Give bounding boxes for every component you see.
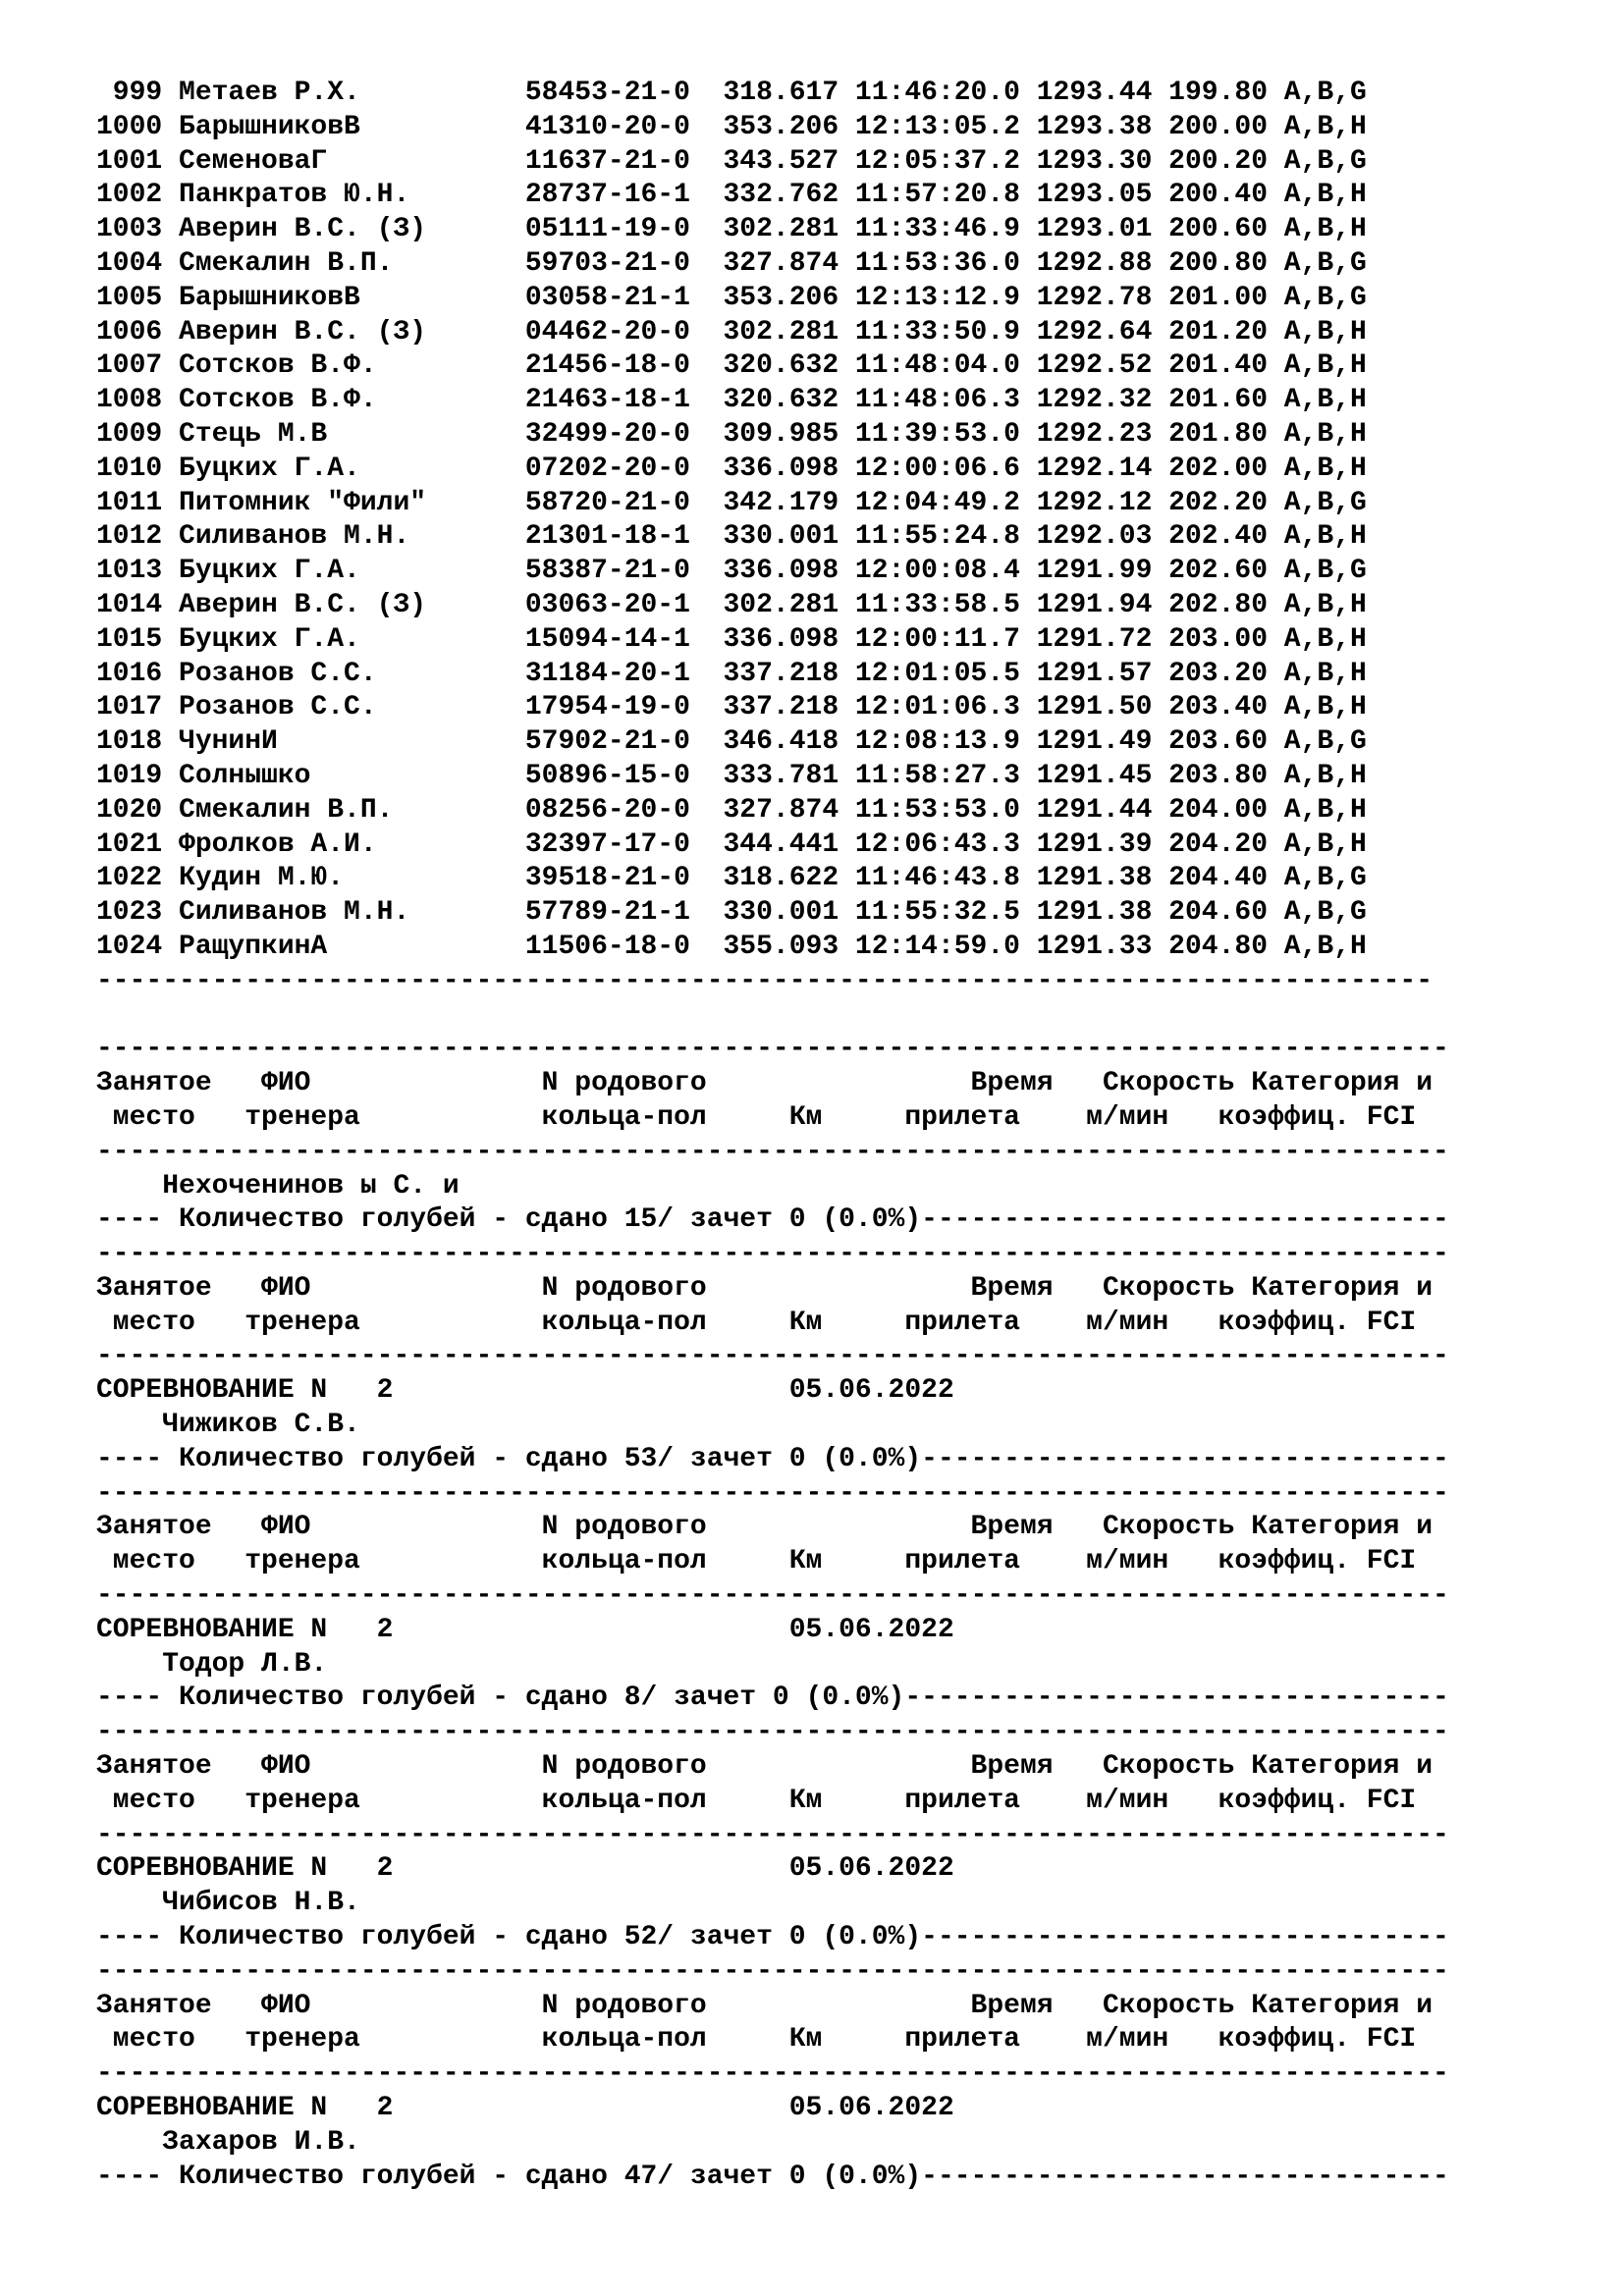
result-row: 1007 Сотсков В.Ф. 21456-18-0 320.632 11:48:04.0 1292.52 201.40 A,B,H — [96, 350, 1367, 382]
separator-line: ---------------------------------------------------------------------------------- — [96, 1034, 1449, 1065]
trainer-name: Чижиков С.В. — [96, 1410, 360, 1441]
column-header: Занятое ФИО N родового Время Скорость Категория и — [96, 1990, 1434, 2021]
separator-line: ---------------------------------------------------------------------------------- — [96, 1580, 1449, 1612]
result-row: 1006 Аверин В.С. (З) 04462-20-0 302.281 11:33:50.9 1292.64 201.20 A,B,H — [96, 316, 1367, 347]
trainer-name: Чибисов Н.В. — [96, 1888, 360, 1919]
separator-line: ---------------------------------------------------------------------------------- — [96, 1341, 1449, 1372]
result-row: 1005 БарышниковВ 03058-21-1 353.206 12:13:12.9 1292.78 201.00 A,B,G — [96, 282, 1367, 313]
column-header: Занятое ФИО N родового Время Скорость Категория и — [96, 1751, 1434, 1783]
result-row: 1004 Смекалин В.П. 59703-21-0 327.874 11:53:36.0 1292.88 200.80 A,B,G — [96, 247, 1367, 279]
column-header: место тренера кольца-пол Км прилета м/мин коэффиц. FCI — [96, 1785, 1417, 1816]
column-header: место тренера кольца-пол Км прилета м/мин коэффиц. FCI — [96, 1101, 1417, 1133]
result-row: 1001 СеменоваГ 11637-21-0 343.527 12:05:37.2 1293.30 200.20 A,B,G — [96, 145, 1367, 177]
result-row: 1022 Кудин М.Ю. 39518-21-0 318.622 11:46:43.8 1291.38 204.40 A,B,G — [96, 863, 1367, 894]
result-row: 1013 Буцких Г.А. 58387-21-0 336.098 12:00:08.4 1291.99 202.60 A,B,G — [96, 556, 1367, 587]
result-row: 1008 Сотсков В.Ф. 21463-18-1 320.632 11:48:06.3 1292.32 201.60 A,B,H — [96, 385, 1367, 416]
trainer-name: Тодор Л.В. — [96, 1648, 328, 1680]
competition-heading: СОРЕВНОВАНИЕ N 2 05.06.2022 — [96, 1375, 954, 1407]
pigeon-count-summary: ---- Количество голубей - сдано 8/ зачет 0 (0.0%)--------------------------------- — [96, 1682, 1449, 1714]
pigeon-count-summary: ---- Количество голубей - сдано 52/ зачет 0 (0.0%)-------------------------------- — [96, 1922, 1449, 1953]
separator-line: ---------------------------------------------------------------------------------- — [96, 1136, 1449, 1167]
result-row: 1024 РащупкинА 11506-18-0 355.093 12:14:59.0 1291.33 204.80 A,B,H — [96, 931, 1367, 962]
result-row: 1012 Силиванов М.Н. 21301-18-1 330.001 11:55:24.8 1292.03 202.40 A,B,H — [96, 521, 1367, 553]
trainer-name: Нехоченинов ы С. и — [96, 1170, 460, 1201]
separator-line: ---------------------------------------------------------------------------------- — [96, 2058, 1449, 2090]
competition-heading: СОРЕВНОВАНИЕ N 2 05.06.2022 — [96, 1614, 954, 1645]
column-header: Занятое ФИО N родового Время Скорость Категория и — [96, 1512, 1434, 1543]
result-row: 1021 Фролков А.И. 32397-17-0 344.441 12:06:43.3 1291.39 204.20 A,B,H — [96, 828, 1367, 860]
column-header: Занятое ФИО N родового Время Скорость Категория и — [96, 1272, 1434, 1304]
result-row: 1002 Панкратов Ю.Н. 28737-16-1 332.762 11:57:20.8 1293.05 200.40 A,B,H — [96, 180, 1367, 211]
column-header: место тренера кольца-пол Км прилета м/мин коэффиц. FCI — [96, 2024, 1417, 2056]
pigeon-count-summary: ---- Количество голубей - сдано 47/ зачет 0 (0.0%)-------------------------------- — [96, 2161, 1449, 2192]
result-row: 1018 ЧунинИ 57902-21-0 346.418 12:08:13.9 1291.49 203.60 A,B,G — [96, 726, 1367, 758]
result-row: 1014 Аверин В.С. (З) 03063-20-1 302.281 11:33:58.5 1291.94 202.80 A,B,H — [96, 589, 1367, 620]
separator-line: ---------------------------------------------------------------------------------- — [96, 1477, 1449, 1509]
result-row: 1020 Смекалин В.П. 08256-20-0 327.874 11:53:53.0 1291.44 204.00 A,B,H — [96, 794, 1367, 826]
result-row: 1010 Буцких Г.А. 07202-20-0 336.098 12:00:06.6 1292.14 202.00 A,B,H — [96, 453, 1367, 484]
spacer — [96, 999, 1589, 1034]
result-row: 1023 Силиванов М.Н. 57789-21-1 330.001 11:55:32.5 1291.38 204.60 A,B,G — [96, 897, 1367, 929]
results-document — [96, 77, 1589, 2194]
result-row: 1019 Солнышко 50896-15-0 333.781 11:58:27.3 1291.45 203.80 A,B,H — [96, 760, 1367, 791]
result-row: 1017 Розанов С.С. 17954-19-0 337.218 12:01:06.3 1291.50 203.40 A,B,H — [96, 692, 1367, 723]
separator-line: ---------------------------------------------------------------------------------- — [96, 1717, 1449, 1748]
competition-heading: СОРЕВНОВАНИЕ N 2 05.06.2022 — [96, 1853, 954, 1885]
result-row: 999 Метаев Р.Х. 58453-21-0 318.617 11:46:20.0 1293.44 199.80 A,B,G — [96, 78, 1367, 108]
result-row: 1011 Питомник "Фили" 58720-21-0 342.179 12:04:49.2 1292.12 202.20 A,B,G — [96, 487, 1367, 518]
result-row: 1015 Буцких Г.А. 15094-14-1 336.098 12:00:11.7 1291.72 203.00 A,B,H — [96, 623, 1367, 655]
result-row: 1000 БарышниковВ 41310-20-0 353.206 12:13:05.2 1293.38 200.00 A,B,H — [96, 111, 1367, 142]
result-row: 1009 Стець М.В 32499-20-0 309.985 11:39:53.0 1292.23 201.80 A,B,H — [96, 418, 1367, 450]
pigeon-count-summary: ---- Количество голубей - сдано 15/ зачет 0 (0.0%)-------------------------------- — [96, 1204, 1449, 1236]
separator-line: --------------------------------------------------------------------------------- — [96, 965, 1434, 996]
separator-line: ---------------------------------------------------------------------------------- — [96, 1239, 1449, 1270]
separator-line: ---------------------------------------------------------------------------------- — [96, 1819, 1449, 1850]
column-header: место тренера кольца-пол Км прилета м/мин коэффиц. FCI — [96, 1546, 1417, 1577]
separator-line: ---------------------------------------------------------------------------------- — [96, 1955, 1449, 1987]
competition-heading: СОРЕВНОВАНИЕ N 2 05.06.2022 — [96, 2093, 954, 2124]
trainer-name: Захаров И.В. — [96, 2126, 360, 2158]
column-header: место тренера кольца-пол Км прилета м/мин коэффиц. FCI — [96, 1307, 1417, 1338]
pigeon-count-summary: ---- Количество голубей - сдано 53/ зачет 0 (0.0%)-------------------------------- — [96, 1443, 1449, 1474]
result-row: 1016 Розанов С.С. 31184-20-1 337.218 12:01:05.5 1291.57 203.20 A,B,H — [96, 658, 1367, 689]
result-row: 1003 Аверин В.С. (З) 05111-19-0 302.281 11:33:46.9 1293.01 200.60 A,B,H — [96, 214, 1367, 245]
column-header: Занятое ФИО N родового Время Скорость Категория и — [96, 1068, 1434, 1099]
